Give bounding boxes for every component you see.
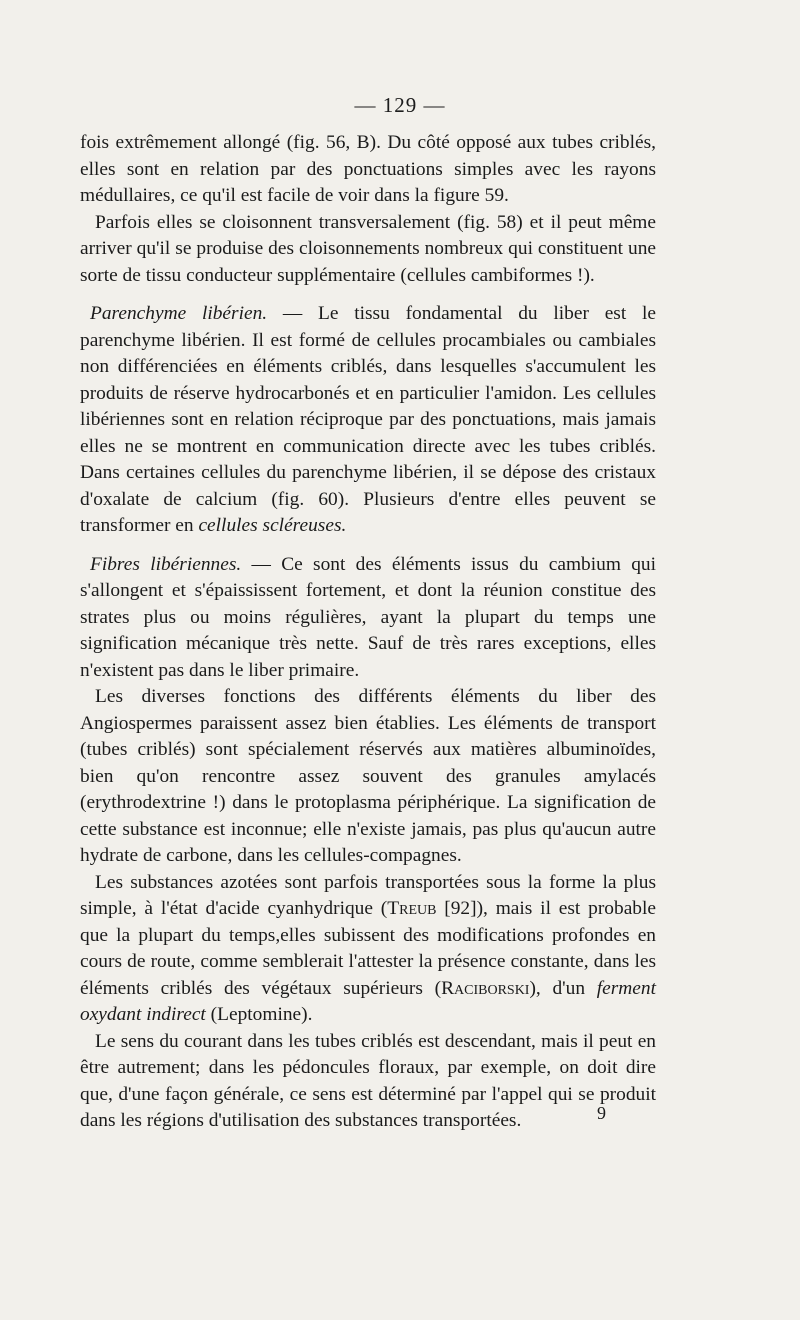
section-title-fibres: Fibres libériennes.: [90, 553, 242, 575]
paragraph-fonctions: Les diverses fonctions des différents éléments du liber des Angiospermes paraissent assez bien établies. Les éléments de transport (tubes criblés) sont spécialement réservés aux matières albuminoïdes, bien qu'on rencontre assez souvent des granules amylacés (erythrodextrine !) dans le protoplasma périphérique. La signification de cette substance est inconnue; elle n'existe jamais, pas plus qu'aucun autre hydrate de carbone, dans les cellules-compagnes.: [80, 686, 656, 866]
running-header-page-number: — 129 —: [354, 93, 446, 117]
paragraph-sens-du-courant: [80, 1029, 656, 1135]
paragraph-continuation: fois extrêmement allongé (fig. 56, B). Du côté opposé aux tubes criblés, elles sont en relation par des ponctuations simples avec les rayons médullaires, ce qu'il est facile de voir dans la figure 59.: [80, 132, 656, 206]
paragraph-fibres-body: — Ce sont des éléments issus du cambium qui s'allongent et s'épaississent fortement, et dont la réunion constitue des strates plus ou moins régulières, ayant la plupart du temps une signification mécanique très nette. Sauf de très rares exceptions, elles n'existent pas dans le liber primaire.: [80, 553, 656, 681]
author-raciborski: Raciborski: [441, 977, 530, 999]
paragraph-cloisonnement: Parfois elles se cloisonnent transversalement (fig. 58) et il peut même arriver qu'il se produise des cloisonnements nombreux qui constituent une sorte de tissu conducteur supplémentaire (cellules cambiformes !).: [80, 211, 656, 286]
paragraph-fibres-liberiennes: [80, 552, 656, 685]
azotees-text-b: [92]), mais il est probable que la plupart du temps,elles subissent des modifications profondes en cours de route, comme semblerait l'attester la présence constante, dans les éléments criblés des végétaux supérieurs (: [80, 898, 656, 999]
azotees-text-a: Les substances azotées sont parfois transportées sous la forme la plus simple, à l'état d'acide cyanhydrique (: [80, 871, 656, 919]
page-body: [80, 130, 656, 1135]
term-cellules-sclereuses: cellules scléreuses.: [198, 515, 347, 536]
author-treub: Treub: [387, 898, 437, 919]
azotees-text-d: (Leptomine).: [205, 1004, 313, 1025]
paragraph-parenchyme-body: — Le tissu fondamental du liber est le parenchyme libérien. Il est formé de cellules procambiales ou cambiales non différenciées en éléments criblés, dans lesquelles s'accumulent les produits de réserve hydrocarbonés et en particulier l'amidon. Les cellules libériennes sont en relation réciproque par des ponctuations, mais jamais elles ne se montrent en communication directe avec les tubes criblés. Dans certaines cellules du parenchyme libérien, il se dépose des cristaux d'oxalate de calcium (fig. 60). Plusieurs d'entre elles peuvent se transformer en: [80, 303, 656, 536]
sens-du-courant-text: Le sens du courant dans les tubes criblés est descendant, mais il peut en être autrement; dans les pédoncules floraux, par exemple, on doit dire que, d'une façon générale, ce sens est déterminé par l'appel qui se produit dans les régions d'utilisation des substances transportées.: [80, 1030, 656, 1131]
paragraph-substances-azotees: [80, 870, 656, 1029]
azotees-text-c: ), d'un: [529, 977, 597, 999]
signature-mark: 9: [597, 1103, 606, 1123]
paragraph-parenchyme-liberien: [80, 301, 656, 540]
term-ferment-oxydant: ferment oxydant indirect: [80, 977, 656, 1025]
section-title-parenchyme: Parenchyme libérien.: [90, 303, 268, 324]
